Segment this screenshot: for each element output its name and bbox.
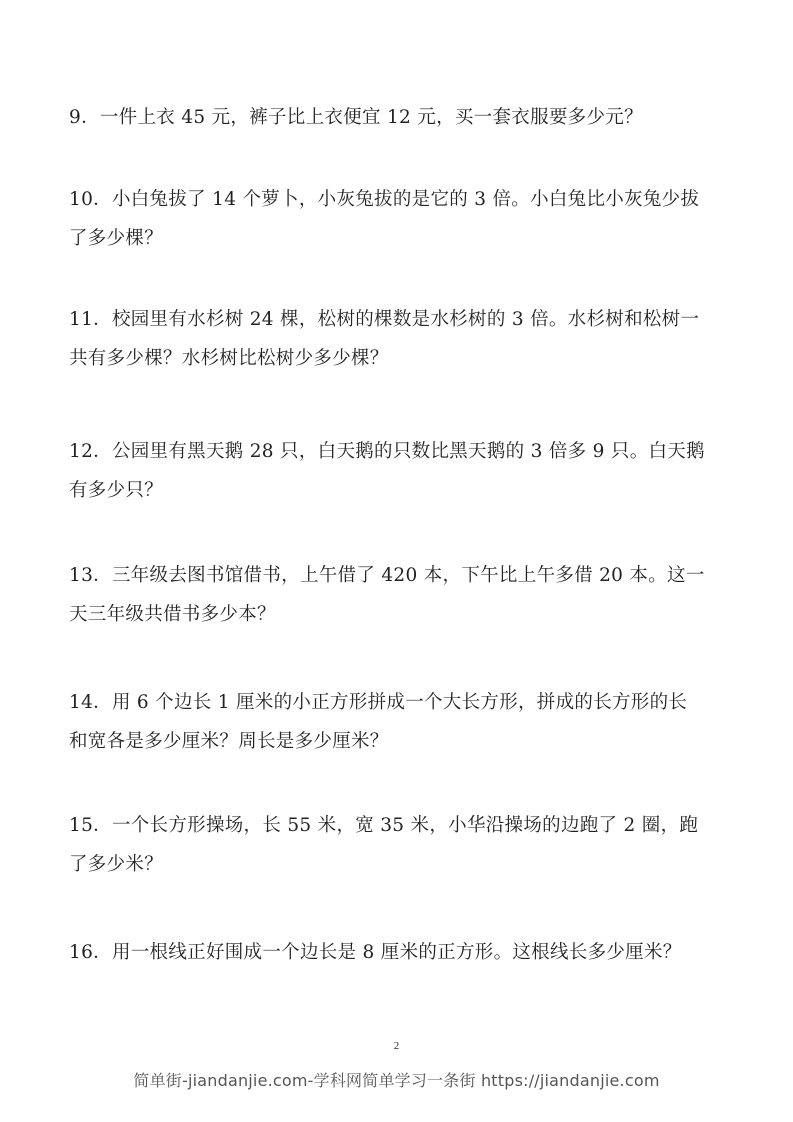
page-number: 2 <box>393 1040 400 1052</box>
question-line: 有多少只？ <box>69 480 164 501</box>
question-13 <box>69 556 729 634</box>
question-15 <box>69 806 729 884</box>
question-12 <box>69 432 729 510</box>
footer-watermark: 简单街-jiandanjie.com-学科网简单学习一条街 https://jiandanjie.com <box>133 1071 660 1090</box>
question-line: 12．公园里有黑天鹅 28 只，白天鹅的只数比黑天鹅的 3 倍多 9 只。白天鹅 <box>69 441 705 462</box>
question-line: 和宽各是多少厘米？周长是多少厘米？ <box>69 731 389 752</box>
question-line: 13．三年级去图书馆借书，上午借了 420 本，下午比上午多借 20 本。这一 <box>69 565 705 586</box>
question-16 <box>69 933 729 972</box>
question-14 <box>69 683 729 761</box>
question-9 <box>69 98 729 137</box>
question-10 <box>69 180 729 258</box>
question-line: 14．用 6 个边长 1 厘米的小正方形拼成一个大长方形，拼成的长方形的长 <box>69 692 688 713</box>
question-line: 15．一个长方形操场，长 55 米，宽 35 米，小华沿操场的边跑了 2 圈，跑 <box>69 815 699 836</box>
question-line: 16．用一根线正好围成一个边长是 8 厘米的正方形。这根线长多少厘米？ <box>69 942 682 963</box>
question-line: 共有多少棵？水杉树比松树少多少棵？ <box>69 348 389 369</box>
question-line: 9．一件上衣 45 元，裤子比上衣便宜 12 元，买一套衣服要多少元？ <box>69 107 643 128</box>
question-line: 天三年级共借书多少本？ <box>69 604 276 625</box>
question-line: 了多少米？ <box>69 854 164 875</box>
question-line: 了多少棵？ <box>69 228 164 249</box>
question-11 <box>69 300 729 378</box>
question-line: 10．小白兔拔了 14 个萝卜，小灰兔拔的是它的 3 倍。小白兔比小灰兔少拔 <box>69 189 700 210</box>
question-line: 11．校园里有水杉树 24 棵，松树的棵数是水杉树的 3 倍。水杉树和松树一 <box>69 309 700 330</box>
